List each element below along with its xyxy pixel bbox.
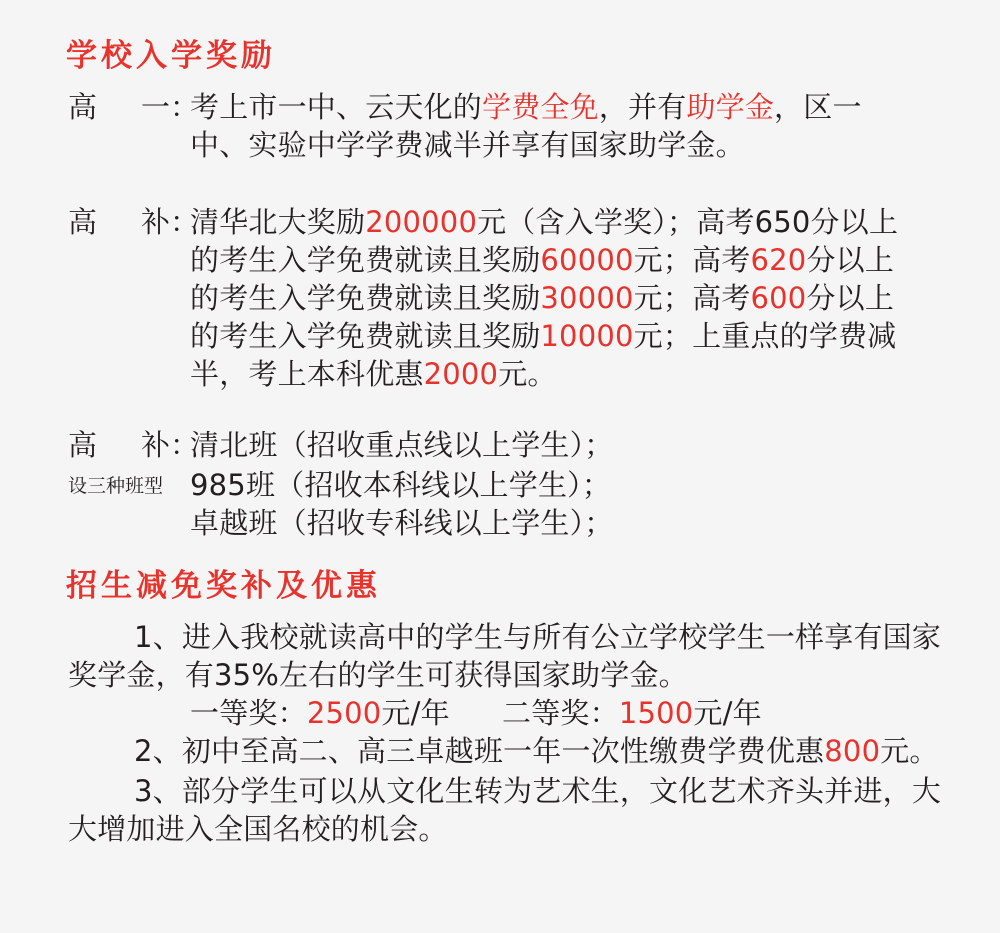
item-1-line-2: 奖学金，有35%左右的学生可获得国家助学金。 [68,658,688,692]
item-2: 2、初中至高二、高三卓越班一年一次性缴费学费优惠800元。 [134,734,939,768]
item-1-line-1: 1、进入我校就读高中的学生与所有公立学校学生一样享有国家 [134,620,942,654]
label-gaoyi: 高 一： [68,90,200,124]
award-second-class: 二等奖：1500元/年 [502,696,762,730]
gaoyi-line-2: 中、实验中学学费减半并享有国家助学金。 [190,128,745,162]
gaobu-line-1: 清华北大奖励200000元（含入学奖）；高考650分以上 [190,205,899,239]
highlight-grant: 助学金 [686,90,775,124]
class-985: 985班（招收本科线以上学生）； [190,468,612,502]
section-title-admission-rewards: 学校入学奖励 [66,38,276,74]
item-3-line-2: 大增加进入全国名校的机会。 [68,812,448,846]
award-first-class: 一等奖：2500元/年 [190,696,450,730]
highlight-free-tuition: 学费全免 [482,90,599,124]
gaobu-line-4: 的考生入学免费就读且奖励10000元；上重点的学费减 [190,319,897,353]
class-qingbei: 清北班（招收重点线以上学生）； [190,428,614,462]
sublabel-three-class-types: 设三种班型 [68,475,164,497]
label-gaobu-classes: 高 补： [68,428,200,462]
gaoyi-line-1: 考上市一中、云天化的学费全免，并有助学金，区一 [190,90,862,124]
gaobu-line-3: 的考生入学免费就读且奖励30000元；高考600分以上 [190,281,895,315]
gaobu-line-5: 半，考上本科优惠2000元。 [190,357,557,391]
class-zhuoyue: 卓越班（招收专科线以上学生）； [190,506,614,540]
gaobu-line-2: 的考生入学免费就读且奖励60000元；高考620分以上 [190,243,895,277]
label-gaobu-rewards: 高 补： [68,205,200,239]
item-3-line-1: 3、部分学生可以从文化生转为艺术生，文化艺术齐头并进，大 [134,774,942,808]
section-title-enrollment-benefits: 招生减免奖补及优惠 [66,568,381,604]
